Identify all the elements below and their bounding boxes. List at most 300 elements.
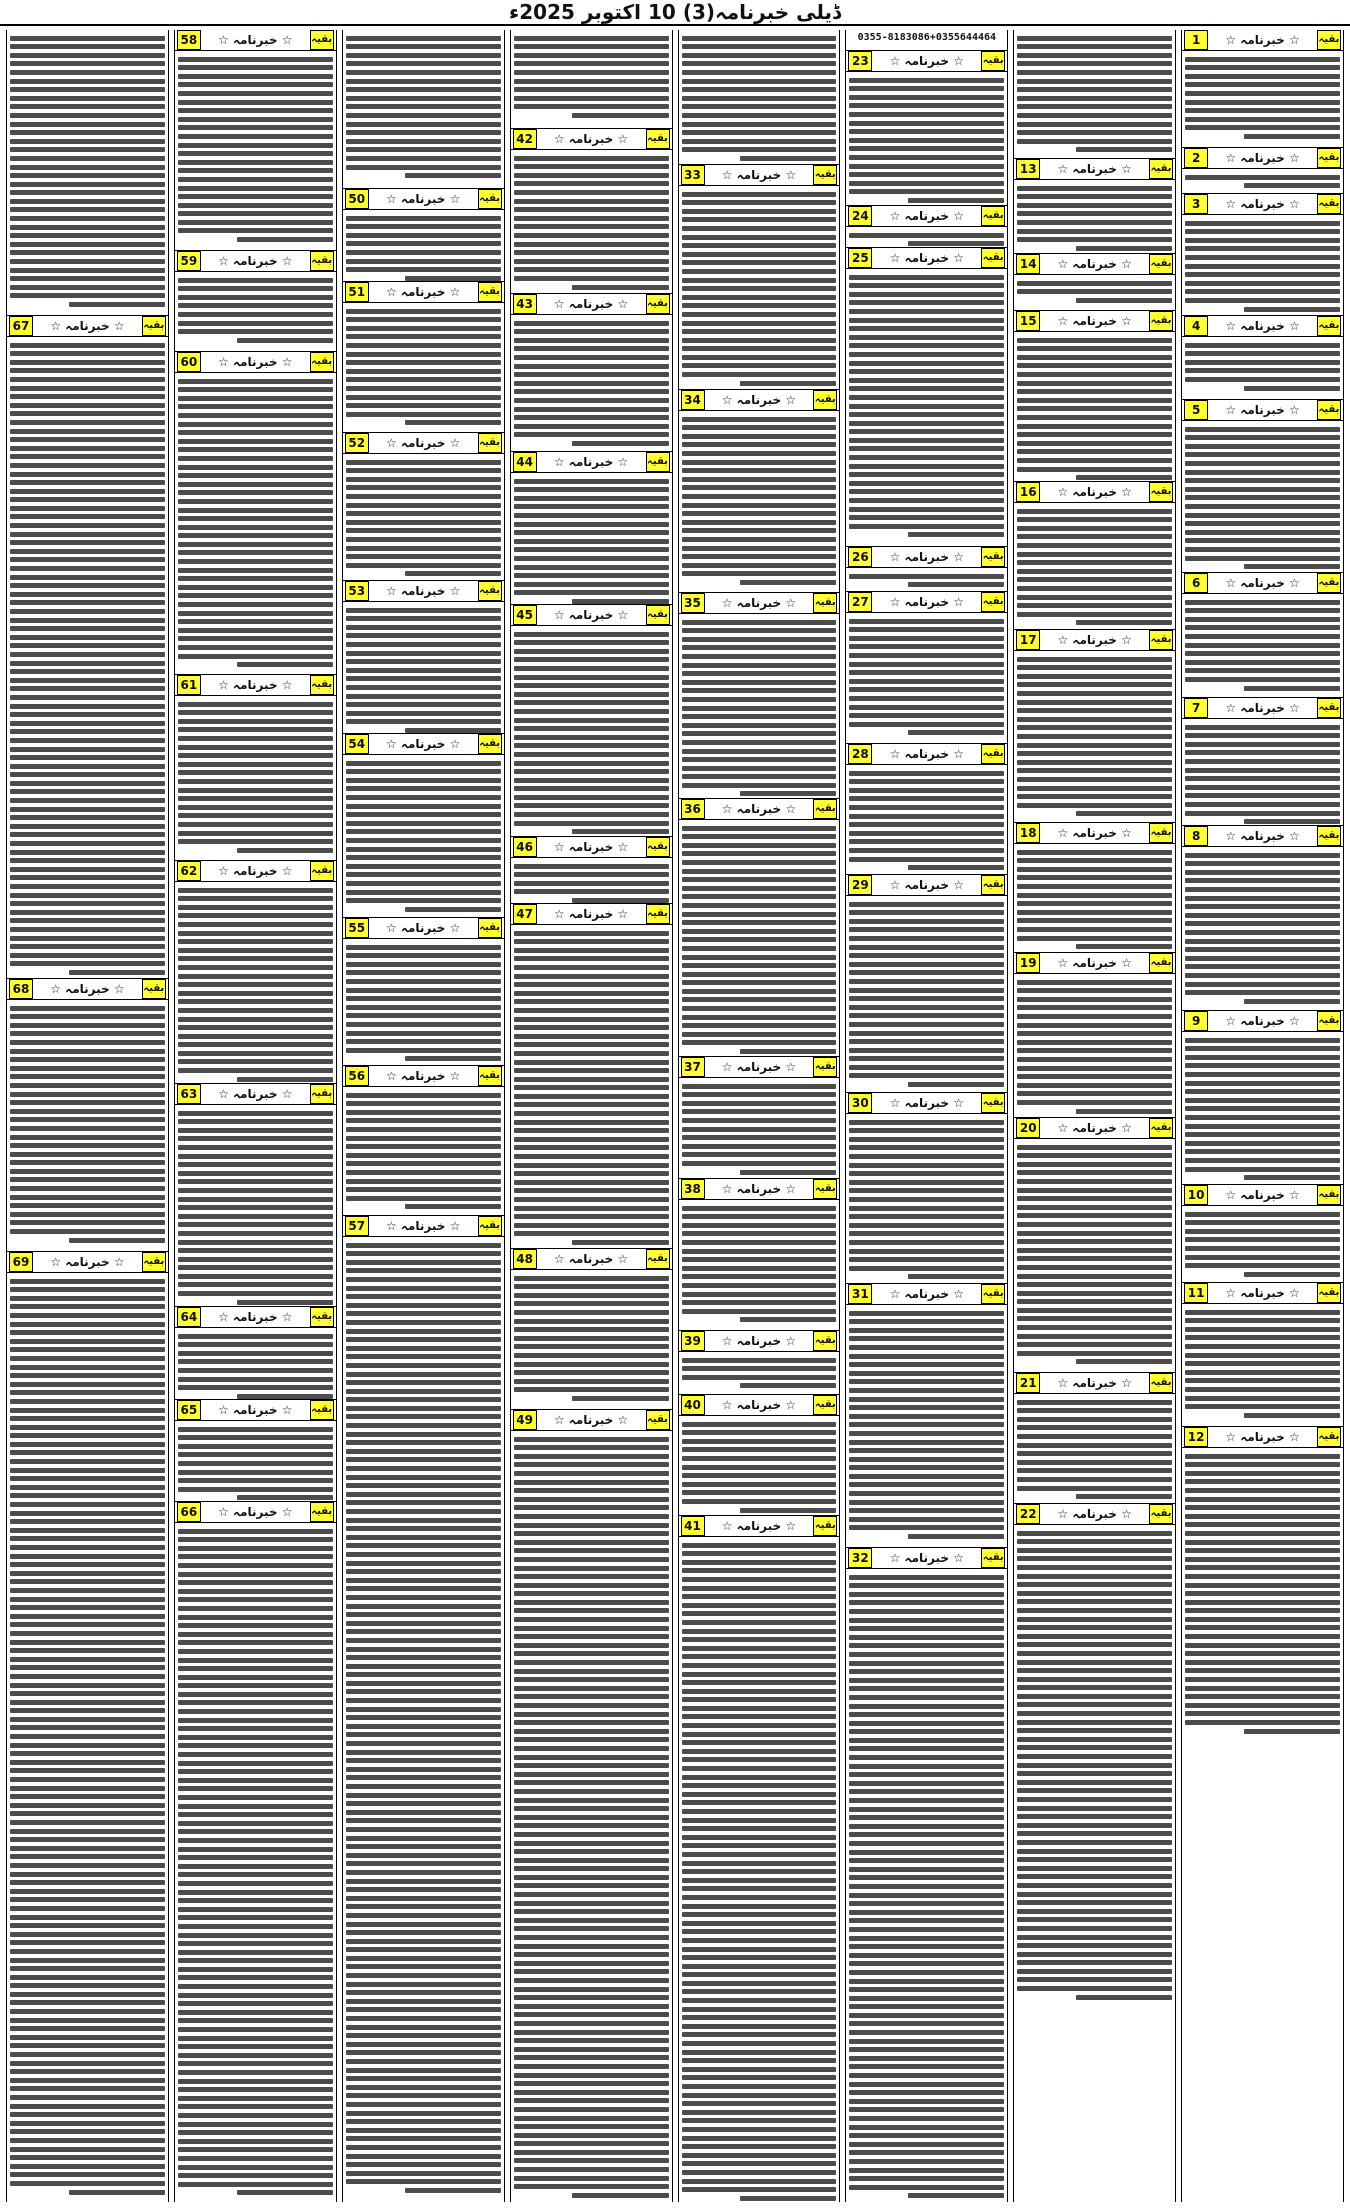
text-line bbox=[514, 2124, 669, 2129]
text-line bbox=[178, 2165, 333, 2170]
text-line bbox=[1017, 1969, 1172, 1974]
news-text-body bbox=[7, 1000, 168, 1248]
news-item-number: 68 bbox=[9, 979, 33, 999]
text-line bbox=[908, 241, 1004, 246]
text-line bbox=[1185, 452, 1340, 457]
news-item bbox=[343, 1215, 504, 2202]
text-line bbox=[1185, 600, 1340, 605]
text-line bbox=[514, 199, 669, 204]
text-line bbox=[1017, 1892, 1172, 1897]
news-item-header bbox=[1014, 823, 1175, 844]
text-line bbox=[178, 965, 333, 970]
text-line bbox=[1185, 1488, 1340, 1493]
text-line bbox=[10, 506, 165, 511]
text-line bbox=[10, 721, 165, 726]
text-line bbox=[682, 355, 837, 360]
text-line bbox=[514, 1918, 669, 1923]
text-line bbox=[514, 2116, 669, 2121]
text-line bbox=[178, 1342, 333, 1347]
text-line bbox=[178, 710, 333, 715]
text-line bbox=[849, 1600, 1004, 1605]
text-line bbox=[682, 434, 837, 439]
text-line bbox=[346, 1127, 501, 1132]
text-line bbox=[10, 1117, 165, 1122]
news-text-body bbox=[175, 882, 336, 1083]
text-line bbox=[1017, 665, 1172, 670]
text-line bbox=[178, 1726, 333, 1731]
text-line bbox=[1185, 608, 1340, 613]
news-text-body bbox=[679, 614, 840, 798]
text-line bbox=[346, 1048, 501, 1053]
text-line bbox=[10, 1777, 165, 1782]
text-line bbox=[514, 547, 669, 552]
text-line bbox=[346, 1922, 501, 1927]
news-text-body bbox=[175, 272, 336, 348]
text-line bbox=[849, 1996, 1004, 2001]
news-item-title: ☆ خبرنامہ ☆ bbox=[218, 355, 293, 369]
news-item-number: 50 bbox=[345, 189, 369, 209]
text-line bbox=[346, 1483, 501, 1488]
text-line bbox=[514, 675, 669, 680]
text-line bbox=[1185, 1378, 1340, 1383]
text-line bbox=[1185, 1694, 1340, 1699]
text-line bbox=[682, 688, 837, 693]
text-line bbox=[178, 1034, 333, 1039]
text-line bbox=[1017, 1256, 1172, 1261]
text-line bbox=[10, 2069, 165, 2074]
text-line bbox=[178, 387, 333, 392]
news-text-body bbox=[343, 755, 504, 917]
text-line bbox=[682, 1366, 837, 1371]
text-line bbox=[682, 303, 837, 308]
text-line bbox=[405, 276, 501, 281]
text-line bbox=[178, 542, 333, 547]
text-line bbox=[10, 61, 165, 66]
news-item-title: ☆ خبرنامہ ☆ bbox=[721, 1334, 797, 1348]
text-line bbox=[178, 100, 333, 105]
text-line bbox=[682, 503, 837, 508]
text-line bbox=[514, 267, 669, 272]
text-line bbox=[682, 1309, 837, 1314]
text-line bbox=[849, 1652, 1004, 1657]
text-line bbox=[682, 1972, 837, 1977]
news-item bbox=[1182, 1184, 1343, 1282]
text-line bbox=[849, 839, 1004, 844]
news-item-number: 53 bbox=[345, 581, 369, 601]
text-line bbox=[682, 451, 837, 456]
text-line bbox=[10, 343, 165, 348]
text-line bbox=[1185, 1335, 1340, 1340]
text-line bbox=[10, 2061, 165, 2066]
text-line bbox=[514, 778, 669, 783]
text-line bbox=[10, 695, 165, 700]
text-line bbox=[178, 2087, 333, 2092]
text-line bbox=[178, 1881, 333, 1886]
text-line bbox=[1185, 904, 1340, 909]
news-item-number: 39 bbox=[681, 1331, 705, 1351]
text-line bbox=[1017, 1617, 1172, 1622]
news-item-number: 33 bbox=[681, 165, 705, 185]
news-item-number: 57 bbox=[345, 1216, 369, 1236]
text-line bbox=[514, 1944, 669, 1949]
text-line bbox=[1185, 947, 1340, 952]
news-item-title: ☆ خبرنامہ ☆ bbox=[1225, 403, 1300, 417]
text-line bbox=[405, 420, 501, 425]
text-line bbox=[178, 550, 333, 555]
text-line bbox=[1244, 1729, 1340, 1734]
text-line bbox=[849, 1048, 1004, 1053]
text-line bbox=[10, 1049, 165, 1054]
text-line bbox=[514, 1746, 669, 1751]
text-line bbox=[178, 762, 333, 767]
text-line bbox=[346, 1492, 501, 1497]
text-line bbox=[514, 1197, 669, 1202]
text-line bbox=[346, 979, 501, 984]
text-line bbox=[849, 189, 1004, 194]
text-line bbox=[346, 719, 501, 724]
news-item-title: ☆ خبرنامہ ☆ bbox=[1225, 319, 1300, 333]
text-line bbox=[10, 2172, 165, 2177]
text-line bbox=[10, 1006, 165, 1011]
continued-tag: بقیہ bbox=[478, 1066, 502, 1086]
text-line bbox=[346, 1500, 501, 1505]
text-line bbox=[514, 1574, 669, 1579]
text-line bbox=[1017, 1014, 1172, 1019]
text-line bbox=[682, 1620, 837, 1625]
text-line bbox=[346, 1767, 501, 1772]
text-line bbox=[1185, 1246, 1340, 1251]
continued-tag: بقیہ bbox=[310, 675, 334, 695]
text-line bbox=[1185, 1711, 1340, 1716]
news-item-header bbox=[1182, 194, 1343, 215]
text-line bbox=[178, 1051, 333, 1056]
text-line bbox=[346, 1861, 501, 1866]
news-item-title: ☆ خبرنامہ ☆ bbox=[721, 596, 797, 610]
text-line bbox=[178, 473, 333, 478]
text-line bbox=[1185, 91, 1340, 96]
text-line bbox=[10, 1160, 165, 1165]
text-line bbox=[682, 1240, 837, 1245]
text-line bbox=[514, 803, 669, 808]
text-line bbox=[1185, 444, 1340, 449]
news-item-title: ☆ خبرنامہ ☆ bbox=[721, 1060, 797, 1074]
news-item-number: 12 bbox=[1184, 1427, 1208, 1447]
news-item bbox=[846, 546, 1007, 591]
text-line bbox=[514, 1634, 669, 1639]
text-line bbox=[849, 1789, 1004, 1794]
text-line bbox=[10, 216, 165, 221]
text-line bbox=[682, 460, 837, 465]
text-line bbox=[682, 671, 837, 676]
text-line bbox=[514, 1883, 669, 1888]
text-line bbox=[682, 494, 837, 499]
news-text-body bbox=[343, 303, 504, 431]
text-line bbox=[237, 1300, 333, 1305]
text-line bbox=[346, 2154, 501, 2159]
text-line bbox=[1244, 686, 1340, 691]
text-line bbox=[682, 36, 837, 41]
text-line bbox=[1185, 1686, 1340, 1691]
text-line bbox=[849, 979, 1004, 984]
text-line bbox=[514, 735, 669, 740]
text-line bbox=[10, 411, 165, 416]
news-item-header bbox=[1014, 1504, 1175, 1525]
text-line bbox=[1017, 372, 1172, 377]
text-line bbox=[178, 1008, 333, 1013]
text-line bbox=[682, 1869, 837, 1874]
text-line bbox=[514, 1025, 669, 1030]
text-line bbox=[514, 1042, 669, 1047]
text-line bbox=[69, 2190, 165, 2195]
news-item-title: ☆ خبرنامہ ☆ bbox=[1225, 1014, 1300, 1028]
text-line bbox=[178, 303, 333, 308]
news-item-title: ☆ خبرنامہ ☆ bbox=[386, 1219, 461, 1233]
text-line bbox=[10, 566, 165, 571]
text-line bbox=[178, 1872, 333, 1877]
text-line bbox=[178, 922, 333, 927]
text-line bbox=[849, 679, 1004, 684]
text-line bbox=[10, 747, 165, 752]
text-line bbox=[682, 1706, 837, 1711]
text-line bbox=[346, 53, 501, 58]
text-line bbox=[514, 1557, 669, 1562]
text-line bbox=[514, 1926, 669, 1931]
text-line bbox=[849, 1171, 1004, 1176]
text-line bbox=[346, 36, 501, 41]
text-line bbox=[178, 1958, 333, 1963]
news-text-body bbox=[1182, 215, 1343, 315]
text-line bbox=[1185, 870, 1340, 875]
text-line bbox=[346, 1647, 501, 1652]
text-line bbox=[178, 1984, 333, 1989]
text-line bbox=[572, 1396, 668, 1401]
text-line bbox=[514, 565, 669, 570]
text-line bbox=[849, 1798, 1004, 1803]
news-item-title: ☆ خبرنامہ ☆ bbox=[721, 1398, 797, 1412]
news-text-body bbox=[175, 1523, 336, 2201]
continued-tag: بقیہ bbox=[1149, 311, 1173, 331]
text-line bbox=[1185, 57, 1340, 62]
text-line bbox=[1017, 432, 1172, 437]
text-line bbox=[1017, 1711, 1172, 1716]
text-line bbox=[1185, 1557, 1340, 1562]
text-line bbox=[10, 789, 165, 794]
text-line bbox=[682, 766, 837, 771]
continued-tag: بقیہ bbox=[981, 1284, 1005, 1304]
text-line bbox=[514, 956, 669, 961]
text-line bbox=[346, 659, 501, 664]
text-line bbox=[178, 1059, 333, 1064]
text-line bbox=[178, 57, 333, 62]
text-line bbox=[10, 190, 165, 195]
text-line bbox=[178, 1941, 333, 1946]
text-line bbox=[1017, 1100, 1172, 1105]
text-line bbox=[346, 395, 501, 400]
news-item-title: ☆ خبرنامہ ☆ bbox=[218, 254, 293, 268]
text-line bbox=[514, 1952, 669, 1957]
news-item-title: ☆ خبرنامہ ☆ bbox=[1225, 1430, 1300, 1444]
news-text-body bbox=[175, 373, 336, 673]
text-line bbox=[10, 893, 165, 898]
news-text-body bbox=[1014, 974, 1175, 1117]
text-line bbox=[682, 731, 837, 736]
text-line bbox=[346, 1039, 501, 1044]
text-line bbox=[740, 1317, 836, 1322]
text-line bbox=[10, 1674, 165, 1679]
text-line bbox=[1017, 543, 1172, 548]
text-line bbox=[514, 1866, 669, 1871]
news-item-title: ☆ خبرنامہ ☆ bbox=[1225, 1188, 1300, 1202]
text-line bbox=[10, 165, 165, 170]
text-line bbox=[346, 267, 501, 272]
news-text-body bbox=[511, 1431, 672, 2202]
text-line bbox=[682, 546, 837, 551]
text-line bbox=[346, 113, 501, 118]
text-line bbox=[346, 1406, 501, 1411]
text-line bbox=[178, 576, 333, 581]
text-line bbox=[682, 1543, 837, 1548]
text-line bbox=[346, 778, 501, 783]
text-line bbox=[346, 1810, 501, 1815]
text-line bbox=[682, 620, 837, 625]
text-line bbox=[10, 824, 165, 829]
text-line bbox=[514, 1548, 669, 1553]
text-line bbox=[10, 1940, 165, 1945]
text-line bbox=[178, 1683, 333, 1688]
text-line bbox=[849, 796, 1004, 801]
text-line bbox=[849, 515, 1004, 520]
text-line bbox=[514, 974, 669, 979]
text-line bbox=[1017, 1900, 1172, 1905]
text-line bbox=[10, 1992, 165, 1997]
text-line bbox=[514, 522, 669, 527]
text-line bbox=[849, 275, 1004, 280]
text-line bbox=[514, 1591, 669, 1596]
text-line bbox=[849, 318, 1004, 323]
text-line bbox=[514, 666, 669, 671]
text-line bbox=[849, 1884, 1004, 1889]
text-line bbox=[1017, 1083, 1172, 1088]
text-line bbox=[178, 278, 333, 283]
text-line bbox=[514, 164, 669, 169]
text-line bbox=[849, 1970, 1004, 1975]
text-line bbox=[514, 709, 669, 714]
text-line bbox=[10, 1536, 165, 1541]
text-line bbox=[10, 1597, 165, 1602]
news-text-body bbox=[846, 568, 1007, 591]
text-line bbox=[178, 134, 333, 139]
text-line bbox=[849, 386, 1004, 391]
continued-tag: بقیہ bbox=[646, 294, 670, 314]
text-line bbox=[178, 896, 333, 901]
text-line bbox=[10, 489, 165, 494]
text-line bbox=[178, 1658, 333, 1663]
text-line bbox=[10, 130, 165, 135]
text-line bbox=[682, 2032, 837, 2037]
text-line bbox=[682, 87, 837, 92]
text-line bbox=[514, 2012, 669, 2017]
news-item-header bbox=[175, 1400, 336, 1421]
text-line bbox=[178, 1205, 333, 1210]
text-line bbox=[682, 955, 837, 960]
text-line bbox=[1185, 360, 1340, 365]
text-line bbox=[346, 1973, 501, 1978]
text-line bbox=[514, 582, 669, 587]
text-line bbox=[178, 1257, 333, 1262]
text-line bbox=[514, 355, 669, 360]
text-line bbox=[682, 1964, 837, 1969]
text-line bbox=[10, 1949, 165, 1954]
news-item bbox=[343, 188, 504, 281]
news-item-number: 29 bbox=[848, 875, 872, 895]
text-line bbox=[346, 1337, 501, 1342]
news-item-title: ☆ خبرنامہ ☆ bbox=[889, 878, 964, 892]
text-line bbox=[346, 468, 501, 473]
text-line bbox=[1017, 79, 1172, 84]
text-line bbox=[1017, 346, 1172, 351]
news-item-number: 49 bbox=[513, 1410, 537, 1430]
text-line bbox=[849, 498, 1004, 503]
news-item bbox=[175, 351, 336, 674]
news-item bbox=[175, 1083, 336, 1306]
text-line bbox=[178, 2173, 333, 2178]
news-item-title: ☆ خبرنامہ ☆ bbox=[1057, 162, 1132, 176]
text-line bbox=[346, 996, 501, 1001]
news-item bbox=[511, 1248, 672, 1409]
news-item-header bbox=[1182, 1185, 1343, 1206]
text-line bbox=[514, 424, 669, 429]
text-line bbox=[514, 590, 669, 595]
text-line bbox=[346, 890, 501, 895]
text-line bbox=[178, 508, 333, 513]
text-line bbox=[849, 1635, 1004, 1640]
text-line bbox=[346, 1294, 501, 1299]
news-item-title: ☆ خبرنامہ ☆ bbox=[553, 1252, 629, 1266]
text-line bbox=[10, 755, 165, 760]
continued-tag: بقیہ bbox=[1317, 400, 1341, 420]
text-line bbox=[514, 683, 669, 688]
news-item-header bbox=[7, 316, 168, 337]
text-line bbox=[346, 1144, 501, 1149]
text-line bbox=[849, 438, 1004, 443]
text-line bbox=[682, 346, 837, 351]
text-line bbox=[1017, 725, 1172, 730]
text-line bbox=[514, 1445, 669, 1450]
text-line bbox=[10, 1906, 165, 1911]
text-line bbox=[1017, 1400, 1172, 1405]
text-line bbox=[178, 211, 333, 216]
text-line bbox=[682, 697, 837, 702]
continued-tag: بقیہ bbox=[1317, 698, 1341, 718]
text-line bbox=[178, 74, 333, 79]
text-line bbox=[849, 822, 1004, 827]
text-line bbox=[10, 875, 165, 880]
text-line bbox=[10, 454, 165, 459]
text-line bbox=[1244, 999, 1340, 1004]
news-item-header bbox=[511, 605, 672, 626]
text-line bbox=[10, 961, 165, 966]
text-line bbox=[849, 1661, 1004, 1666]
text-line bbox=[1076, 620, 1172, 625]
news-text-body bbox=[175, 1421, 336, 1501]
news-text-body bbox=[1014, 1525, 1175, 2003]
text-line bbox=[346, 685, 501, 690]
news-item bbox=[1014, 1503, 1175, 2003]
text-line bbox=[514, 718, 669, 723]
text-line bbox=[849, 404, 1004, 409]
text-line bbox=[10, 1691, 165, 1696]
text-line bbox=[346, 403, 501, 408]
